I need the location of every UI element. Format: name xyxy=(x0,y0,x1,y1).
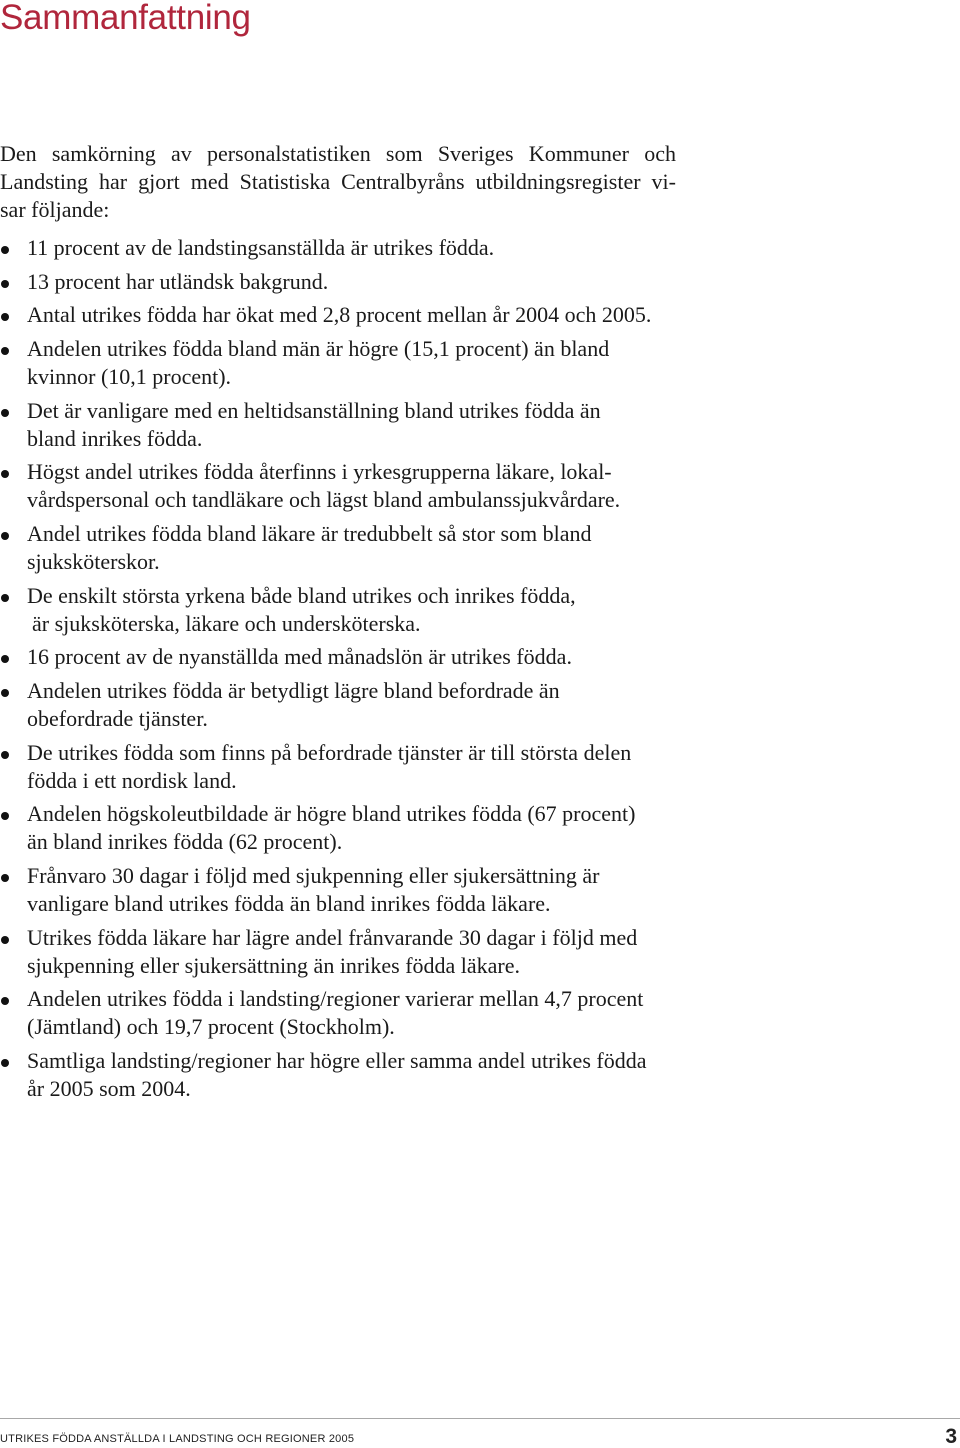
intro-line: sar följande: xyxy=(0,197,110,222)
bullet-line: 13 procent har utländsk bakgrund. xyxy=(27,268,329,294)
bullet-line: Antal utrikes födda har ökat med 2,8 procent mellan år 2004 och 2005. xyxy=(27,302,652,328)
bullet-item xyxy=(0,582,720,638)
bullet-line: Andelen högskoleutbildade är högre bland utrikes födda (67 procent) xyxy=(27,801,636,827)
bullet-item xyxy=(0,397,720,453)
bullet-line: vårdspersonal och tandläkare och lägst bland ambulanssjukvårdare. xyxy=(27,487,621,513)
bullet-line: Frånvaro 30 dagar i följd med sjukpenning eller sjukersättning är xyxy=(27,862,600,888)
bullet-line: De enskilt största yrkena både bland utrikes och inrikes födda, xyxy=(27,582,576,608)
bullet-item xyxy=(0,862,720,918)
bullet-line: än bland inrikes födda (62 procent). xyxy=(27,829,343,855)
bullet-dot-icon xyxy=(1,936,9,944)
bullet-item xyxy=(0,643,720,671)
bullet-item xyxy=(0,677,720,733)
bullet-dot-icon xyxy=(1,812,9,820)
bullet-line: sjuksköterskor. xyxy=(27,548,160,574)
bullet-line: födda i ett nordisk land. xyxy=(27,767,237,793)
intro-line: Den samkörning av personalstatistiken som Sveriges Kommuner och xyxy=(0,141,676,166)
bullet-dot-icon xyxy=(1,997,9,1005)
footer-divider xyxy=(0,1418,960,1419)
bullet-line: Högst andel utrikes födda återfinns i yrkesgrupperna läkare, lokal- xyxy=(27,459,612,485)
bullet-line: vanligare bland utrikes födda än bland inrikes födda läkare. xyxy=(27,890,551,916)
bullet-line: kvinnor (10,1 procent). xyxy=(27,363,232,389)
bullet-item xyxy=(0,301,720,329)
summary-bullet-list xyxy=(0,234,720,1109)
bullet-item xyxy=(0,458,720,514)
bullet-line: Samtliga landsting/regioner har högre eller samma andel utrikes födda xyxy=(27,1047,647,1073)
bullet-item xyxy=(0,985,720,1041)
bullet-dot-icon xyxy=(1,874,9,882)
intro-line: Landsting har gjort med Statistiska Centralbyråns utbildningsregister vi- xyxy=(0,169,676,194)
bullet-line: Andelen utrikes födda bland män är högre (15,1 procent) än bland xyxy=(27,335,610,361)
bullet-dot-icon xyxy=(1,246,9,254)
bullet-line: Andel utrikes födda bland läkare är tredubbelt så stor som bland xyxy=(27,520,592,546)
bullet-dot-icon xyxy=(1,655,9,663)
bullet-dot-icon xyxy=(1,347,9,355)
bullet-dot-icon xyxy=(1,751,9,759)
bullet-line: 16 procent av de nyanställda med månadslön är utrikes födda. xyxy=(27,644,572,670)
bullet-line: 11 procent av de landstingsanställda är utrikes födda. xyxy=(27,235,495,260)
bullet-dot-icon xyxy=(1,409,9,417)
bullet-dot-icon xyxy=(1,313,9,321)
bullet-dot-icon xyxy=(1,594,9,602)
bullet-line: (Jämtland) och 19,7 procent (Stockholm). xyxy=(27,1014,395,1040)
bullet-line: Andelen utrikes födda är betydligt lägre bland befordrade än xyxy=(27,677,560,703)
bullet-item xyxy=(0,335,720,391)
bullet-item xyxy=(0,268,720,296)
bullet-line: år 2005 som 2004. xyxy=(27,1075,191,1101)
bullet-dot-icon xyxy=(1,470,9,478)
bullet-line: bland inrikes födda. xyxy=(27,425,203,451)
bullet-item xyxy=(0,739,720,795)
bullet-line: Andelen utrikes födda i landsting/regioner varierar mellan 4,7 procent xyxy=(27,986,644,1012)
bullet-item xyxy=(0,520,720,576)
page-number: 3 xyxy=(945,1425,957,1448)
bullet-line: obefordrade tjänster. xyxy=(27,705,208,731)
bullet-dot-icon xyxy=(1,532,9,540)
bullet-line: Utrikes födda läkare har lägre andel frånvarande 30 dagar i följd med xyxy=(27,924,638,950)
bullet-line: De utrikes födda som finns på befordrade tjänster är till största delen xyxy=(27,739,632,765)
bullet-dot-icon xyxy=(1,280,9,288)
bullet-item xyxy=(0,234,720,262)
bullet-dot-icon xyxy=(1,689,9,697)
bullet-line: sjukpenning eller sjukersättning än inrikes födda läkare. xyxy=(27,952,521,978)
bullet-item xyxy=(0,924,720,980)
intro-paragraph xyxy=(0,140,676,224)
page-title: Sammanfattning xyxy=(0,0,251,37)
bullet-dot-icon xyxy=(1,1059,9,1067)
bullet-line: är sjuksköterska, läkare och undersköterska. xyxy=(32,610,421,636)
footer-running-title: UTRIKES FÖDDA ANSTÄLLDA I LANDSTING OCH REGIONER 2005 xyxy=(0,1433,355,1445)
bullet-line: Det är vanligare med en heltidsanställning bland utrikes födda än xyxy=(27,397,601,423)
bullet-item xyxy=(0,1047,720,1103)
bullet-item xyxy=(0,800,720,856)
